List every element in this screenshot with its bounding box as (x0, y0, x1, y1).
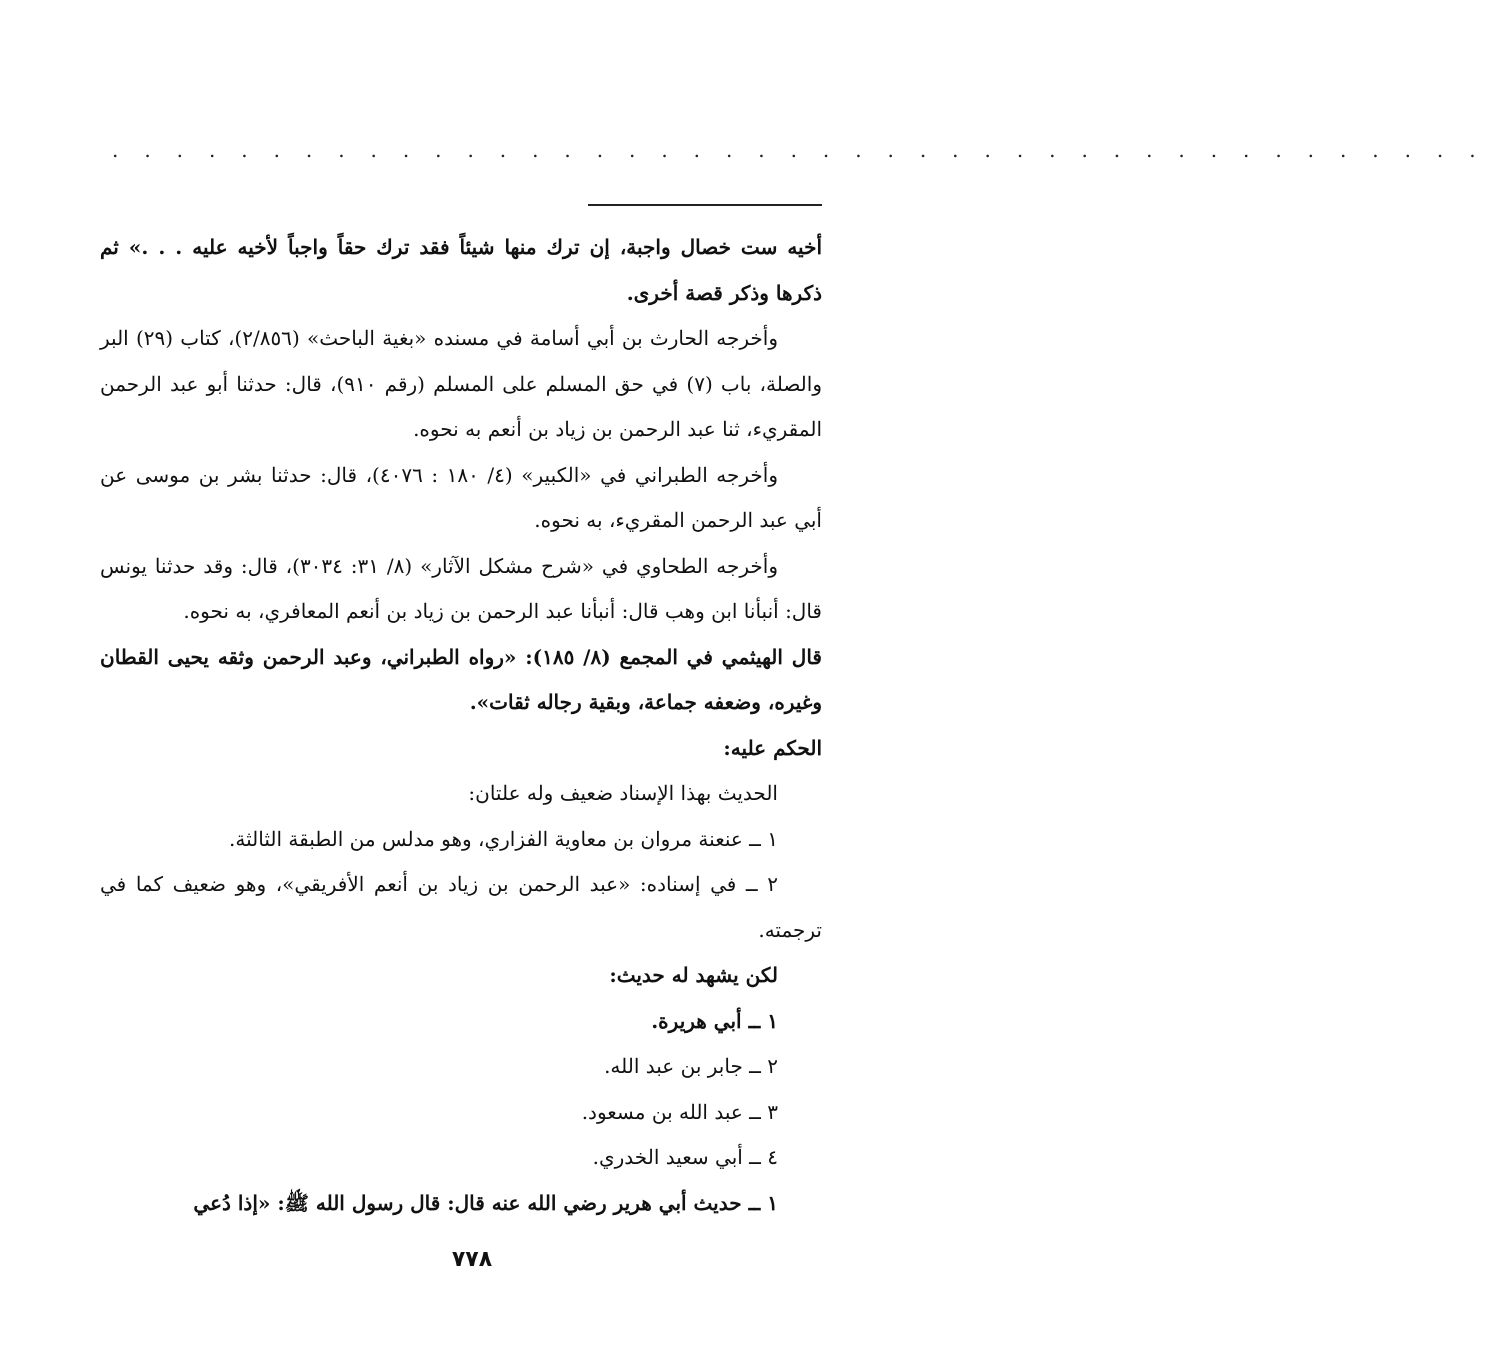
page-number: ٧٧٨ (451, 1247, 493, 1272)
paragraph-tahawi: وأخرجه الطحاوي في «شرح مشكل الآثار» (٨/ ٣١: ٣٠٣٤)، قال: وقد حدثنا يونس قال: أنبأنا ابن وهب قال: أنبأنا عبد الرحمن بن زياد بن أنعم المعافري، به نحوه. (100, 553, 822, 623)
section-heading-ruling: الحكم عليه: (723, 735, 822, 760)
paragraph-harith: وأخرجه الحارث بن أبي أسامة في مسنده «بغية الباحث» (٢/٨٥٦)، كتاب (٢٩) البر والصلة، باب (٧) في حق المسلم على المسلم (رقم ٩١٠)، قال: حدثنا أبو عبد الرحمن المقريء، ثنا عبد الرحمن بن زياد بن أنعم به نحوه. (100, 326, 822, 441)
list-item: ٢ ــ جابر بن عبد الله. (604, 1054, 778, 1078)
dotted-separator: . . . . . . . . . . . . . . . . . . . . . . . . . . . . . . . . . . . . . . . . . . . (112, 138, 1485, 162)
list-item: ١ ــ أبي هريرة. (651, 1008, 778, 1033)
paragraph-tabarani: وأخرجه الطبراني في «الكبير» (٤/ ١٨٠ : ٤٠٧٦)، قال: حدثنا بشر بن موسى عن أبي عبد الرحمن المقريء، به نحوه. (100, 462, 822, 532)
list-item: ٣ ــ عبد الله بن مسعود. (581, 1099, 778, 1124)
paragraph-continuation: أخيه ست خصال واجبة، إن ترك منها شيئاً فقد ترك حقاً واجباً لأخيه عليه . . .» ثم ذكرها وذكر قصة أخرى. (100, 235, 822, 305)
paragraph-hadith-start: ١ ــ حديث أبي هرير رضي الله عنه قال: قال رسول الله ﷺ: «إذا دُعي (193, 1190, 778, 1215)
list-item: ٢ ــ في إسناده: «عبد الرحمن بن زياد بن أنعم الأفريقي»، وهو ضعيف كما في ترجمته. (100, 872, 822, 942)
footnote-rule (588, 204, 822, 206)
list-item: ٤ ــ أبي سعيد الخدري. (592, 1145, 778, 1169)
list-item: ١ ــ عنعنة مروان بن معاوية الفزاري، وهو مدلس من الطبقة الثالثة. (229, 826, 778, 851)
body-text (100, 225, 822, 1226)
paragraph-ruling: الحديث بهذا الإسناد ضعيف وله علتان: (468, 781, 778, 805)
paragraph-haythami: قال الهيثمي في المجمع (٨/ ١٨٥): «رواه الطبراني، وعبد الرحمن وثقه يحيى القطان وغيره، وضعفه جماعة، وبقية رجاله ثقات». (100, 644, 822, 714)
paragraph-witnesses-heading: لكن يشهد له حديث: (609, 963, 778, 987)
